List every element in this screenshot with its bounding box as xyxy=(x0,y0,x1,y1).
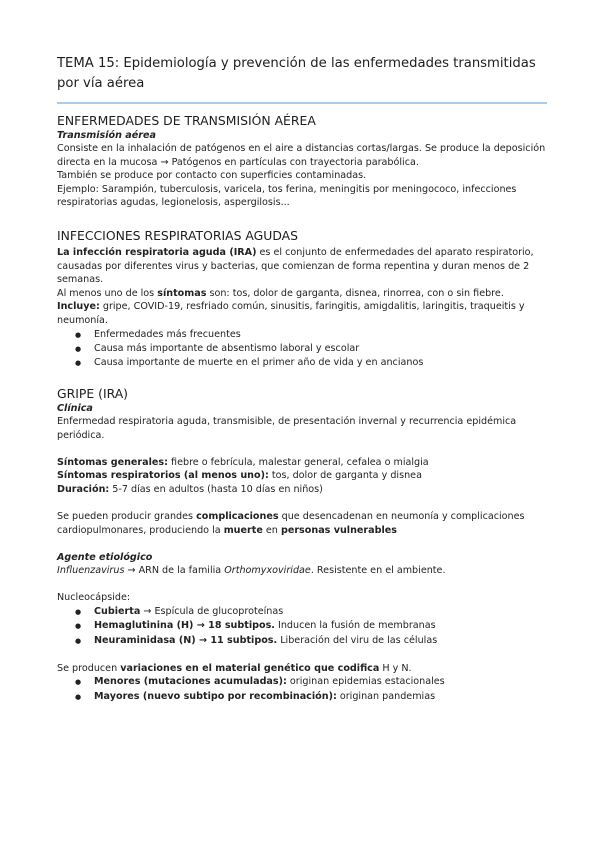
list-item: ● Enfermedades más frecuentes xyxy=(57,328,547,342)
bold-text: personas vulnerables xyxy=(280,524,398,536)
bold-text: Neuraminidasa (N) → 11 subtipos. xyxy=(94,634,278,646)
text: → Espícula de glucoproteínas xyxy=(140,605,284,617)
text: Inducen la fusión de membranas xyxy=(274,620,436,632)
paragraph: Consiste en la inhalación de patógenos en el aire a distancias cortas/largas. Se produce la deposición directa en la mucosa → Patógenos en partículas con trayectoria parabólica. xyxy=(57,143,546,168)
section-heading: INFECCIONES RESPIRATORIAS AGUDAS xyxy=(57,228,298,243)
bold-text: Síntomas generales: xyxy=(57,456,168,468)
paragraph xyxy=(57,246,547,287)
list-item: ● Causa importante de muerte en el primer año de vida y en ancianos xyxy=(57,356,547,370)
bold-text: Síntomas respiratorios (al menos uno): xyxy=(57,470,269,482)
text: que desencadenan en neumonía y complicaciones cardiopulmonares, produciendo la xyxy=(57,511,525,536)
section-heading: GRIPE (IRA) xyxy=(57,386,129,401)
paragraph xyxy=(57,662,547,676)
section-gripe xyxy=(57,385,547,704)
text: originan epidemias estacionales xyxy=(286,676,445,688)
paragraph xyxy=(57,469,547,483)
page-title: TEMA 15: Epidemiología y prevención de las enfermedades transmitidas por vía aérea xyxy=(57,56,536,91)
text: originan pandemias xyxy=(336,690,436,702)
paragraph: Enfermedad respiratoria aguda, transmisible, de presentación invernal y recurrencia epidémica periódica. xyxy=(57,416,517,441)
bold-text: muerte xyxy=(223,524,263,536)
text: . Resistente en el ambiente. xyxy=(310,564,446,576)
list-item xyxy=(57,605,547,619)
subheading: Transmisión aérea xyxy=(57,130,156,141)
bold-text: complicaciones xyxy=(196,511,279,523)
paragraph xyxy=(57,300,547,327)
section-heading: ENFERMEDADES DE TRANSMISIÓN AÉREA xyxy=(57,113,316,128)
bold-text: Incluye: xyxy=(57,301,100,313)
text: Al menos uno de los xyxy=(57,287,158,299)
bold-text: Hemaglutinina (H) → 18 subtipos. xyxy=(94,620,275,632)
text: son: tos, dolor de garganta, disnea, rinorrea, con o sin fiebre. xyxy=(206,287,504,299)
text: gripe, COVID-19, resfriado común, sinusitis, faringitis, amigdalitis, laringitis, traqueitis y neumonía. xyxy=(57,301,525,326)
text: → ARN de la familia xyxy=(124,564,225,576)
list-item xyxy=(57,690,547,704)
text: Se pueden producir grandes xyxy=(57,511,197,523)
bold-text: Duración: xyxy=(57,483,110,495)
text: en xyxy=(262,524,281,536)
paragraph: Nucleocápside: xyxy=(57,592,131,604)
document-page xyxy=(57,54,547,702)
paragraph xyxy=(57,287,547,301)
text: H y N. xyxy=(379,662,412,674)
list-item xyxy=(57,619,547,633)
bullet-list xyxy=(57,328,547,371)
paragraph: También se produce por contacto con superficies contaminadas. xyxy=(57,170,367,182)
bold-text: síntomas xyxy=(157,287,207,299)
title-divider xyxy=(57,102,547,104)
bold-text: La infección respiratoria aguda (IRA) xyxy=(57,247,257,258)
list-item xyxy=(57,634,547,648)
paragraph xyxy=(57,456,547,470)
paragraph xyxy=(57,483,547,497)
bullet-list xyxy=(57,675,547,704)
text: Liberación del viru de las células xyxy=(277,634,438,646)
text: Se producen xyxy=(57,662,121,674)
bold-text: Cubierta xyxy=(94,605,141,617)
paragraph xyxy=(57,510,547,537)
bold-text: Menores (mutaciones acumuladas): xyxy=(94,676,287,688)
subheading: Agente etiológico xyxy=(57,551,153,563)
section-transmision-aerea xyxy=(57,112,547,210)
paragraph xyxy=(57,564,547,578)
italic-text: Orthomyxoviridae xyxy=(224,564,311,576)
section-infecciones-respiratorias xyxy=(57,227,547,371)
bold-text: Mayores (nuevo subtipo por recombinación): xyxy=(94,690,337,702)
bullet-list xyxy=(57,605,547,648)
list-item: ● Causa más importante de absentismo laboral y escolar xyxy=(57,342,547,356)
text: 5-7 días en adultos (hasta 10 días en niños) xyxy=(109,483,323,495)
text: es el conjunto de enfermedades del aparato respiratorio, causadas por diferentes virus y bacterias, que comienzan de forma repentina y duran menos de 2 semanas. xyxy=(57,247,534,286)
list-item xyxy=(57,675,547,689)
text: tos, dolor de garganta y disnea xyxy=(268,470,422,482)
text: fiebre o febrícula, malestar general, cefalea o mialgia xyxy=(167,456,429,468)
paragraph: Ejemplo: Sarampión, tuberculosis, varicela, tos ferina, meningitis por meningococo, infecciones respiratorias agudas, legionelosis, aspergilosis... xyxy=(57,183,517,209)
italic-text: Influenzavirus xyxy=(57,564,125,576)
subheading: Clínica xyxy=(57,403,93,414)
bold-text: variaciones en el material genético que codifica xyxy=(120,662,380,674)
